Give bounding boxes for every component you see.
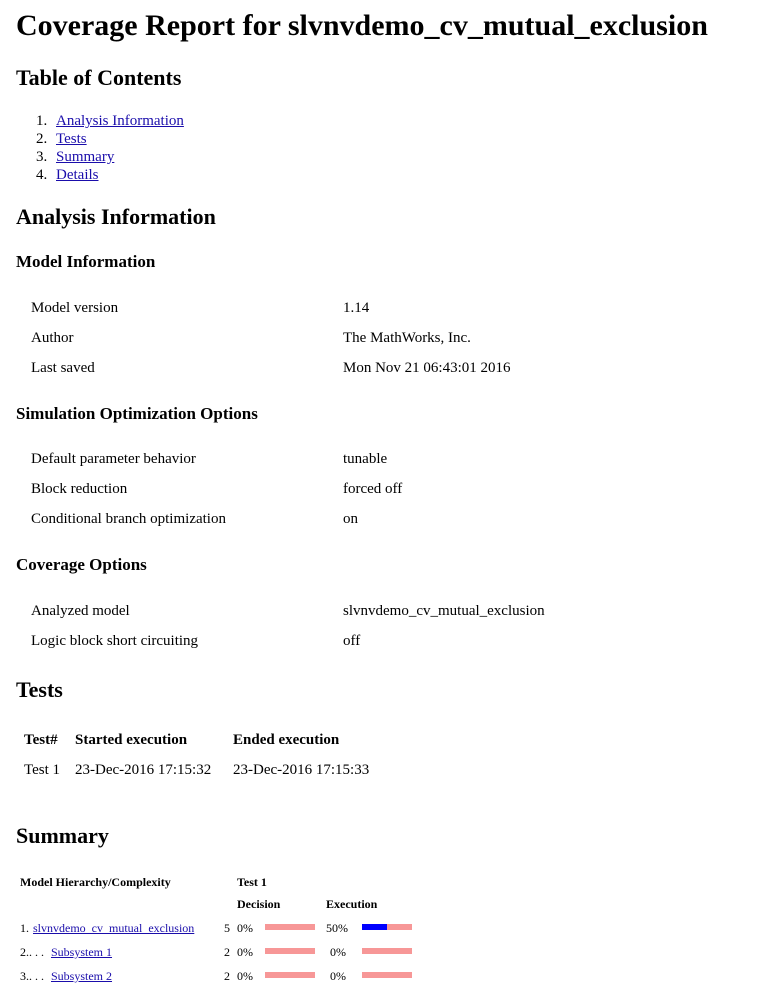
summary-complexity: 2 <box>224 945 230 959</box>
toc-heading: Table of Contents <box>16 65 182 90</box>
column-header-started: Started execution <box>75 732 188 748</box>
table-row: Conditional branch optimization on <box>31 511 358 527</box>
execution-coverage-bar <box>362 924 412 930</box>
column-header-execution: Execution <box>326 897 378 911</box>
analysis-information-heading: Analysis Information <box>16 204 216 229</box>
toc-link-analysis-information[interactable]: Analysis Information <box>56 113 184 129</box>
summary-link-subsystem-2[interactable]: Subsystem 2 <box>51 969 113 983</box>
coverage-options-table <box>0 596 778 656</box>
table-row: Default parameter behavior tunable <box>31 451 388 467</box>
toc-item-analysis: 1. Analysis Information <box>36 113 184 129</box>
column-header-decision: Decision <box>237 897 281 911</box>
column-header-model-hierarchy: Model Hierarchy/Complexity <box>20 875 171 889</box>
summary-row-index: 3.. . . <box>20 969 44 983</box>
page-title: Coverage Report for slvnvdemo_cv_mutual_exclusion <box>16 9 708 42</box>
summary-complexity: 2 <box>224 969 230 983</box>
summary-row-index: 2.. . . <box>20 945 44 959</box>
toc-item-tests: 2. Tests <box>36 131 87 147</box>
summary-complexity: 5 <box>224 921 230 935</box>
summary-execution-percent: 0% <box>330 969 346 983</box>
simulation-optimization-table <box>0 444 778 534</box>
summary-heading: Summary <box>16 823 109 848</box>
table-of-contents <box>36 112 184 184</box>
table-row: Author The MathWorks, Inc. <box>31 330 471 346</box>
model-information-heading: Model Information <box>16 252 156 271</box>
decision-coverage-bar <box>265 924 315 930</box>
column-header-test-1: Test 1 <box>237 875 267 889</box>
execution-coverage-bar <box>362 948 412 954</box>
table-row: Last saved Mon Nov 21 06:43:01 2016 <box>31 360 511 376</box>
simulation-optimization-options-heading: Simulation Optimization Options <box>16 404 258 423</box>
table-row: Logic block short circuiting off <box>31 633 361 649</box>
column-header-test-number: Test# <box>24 732 58 748</box>
summary-link-subsystem-1[interactable]: Subsystem 1 <box>51 945 113 959</box>
tests-heading: Tests <box>16 677 63 702</box>
summary-execution-percent: 50% <box>326 921 348 935</box>
coverage-options-heading: Coverage Options <box>16 555 147 574</box>
table-row: Analyzed model slvnvdemo_cv_mutual_exclusion <box>31 603 545 619</box>
decision-coverage-bar <box>265 972 315 978</box>
column-header-ended: Ended execution <box>233 732 340 748</box>
coverage-report-page: Coverage Report for slvnvdemo_cv_mutual_exclusion Table of Contents 1. Analysis Information 2. Tests 3. Summary 4. Details Analysis Information Model Information Model version 1.14 Author The MathWorks, Inc. Last saved Mon Nov 21 06:43:01 2016 Simulation Optimization Options Default parameter behavior tunable Block reduction forced off Conditional branch optimization on Coverage Options Analyzed model slvnvdemo_cv_mutual_exclusion Logic block short circuiting off Tests Test# Started execution Ended execution Test 1 23-Dec-2016 17:15:32 23-Dec-2016 17:15:33 Summary Model Hierarchy/Complexity Test 1 Decision Execution 1. slvnvdemo_cv_mutual_exclusion 5 0% 50% 2.. . . Subsystem 1 2 0% 0% 3.. . . Subsystem 2 2 0% 0% <box>0 0 778 1003</box>
summary-decision-percent: 0% <box>237 945 253 959</box>
toc-link-details[interactable]: Details <box>56 167 99 183</box>
toc-item-details: 4. Details <box>36 167 99 183</box>
decision-coverage-bar <box>265 948 315 954</box>
execution-coverage-bar <box>362 972 412 978</box>
toc-link-summary[interactable]: Summary <box>56 149 115 165</box>
summary-row-index: 1. <box>20 921 29 935</box>
summary-decision-percent: 0% <box>237 921 253 935</box>
model-information-table <box>0 293 778 383</box>
summary-execution-percent: 0% <box>330 945 346 959</box>
toc-link-tests[interactable]: Tests <box>56 131 87 147</box>
table-row: Block reduction forced off <box>31 481 403 497</box>
summary-decision-percent: 0% <box>237 969 253 983</box>
table-row: Model version 1.14 <box>31 300 370 316</box>
toc-item-summary: 3. Summary <box>36 149 115 165</box>
execution-coverage-fill <box>362 924 387 930</box>
summary-link-model[interactable]: slvnvdemo_cv_mutual_exclusion <box>33 921 195 935</box>
